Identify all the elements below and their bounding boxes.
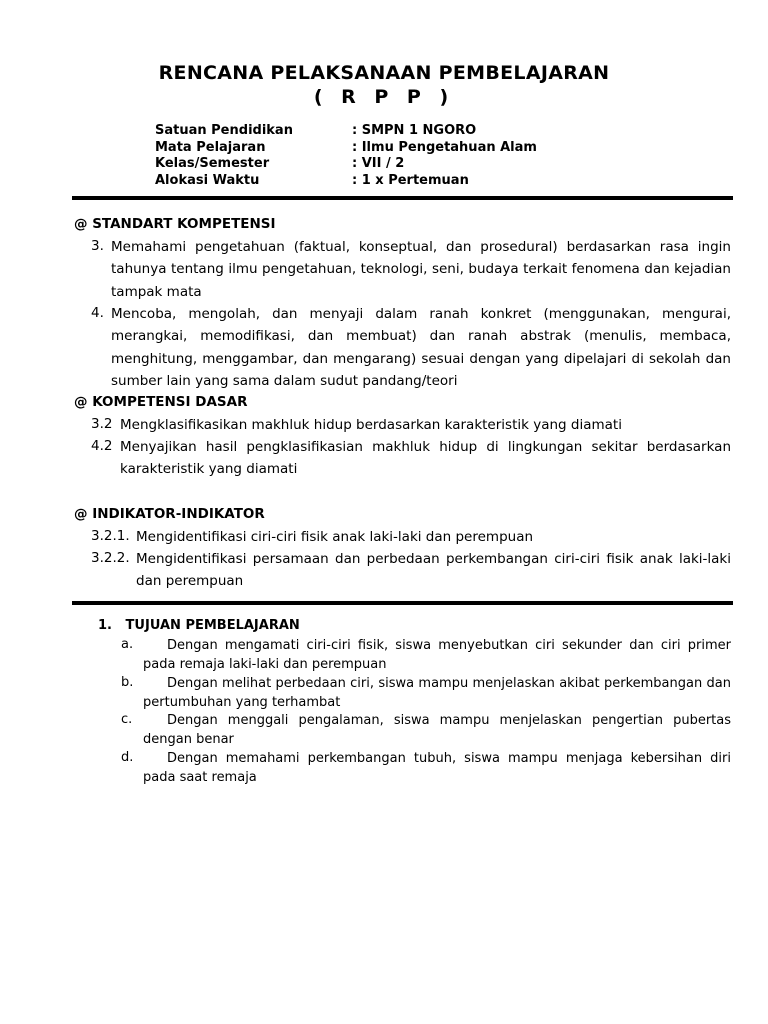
identity-row [155, 173, 537, 190]
kompetensi-dasar-item: Menyajikan hasil pengklasifikasian makhluk hidup di lingkungan sekitar berdasarkan karakteristik yang diamati [120, 439, 731, 478]
identity-label: Satuan Pendidikan [155, 123, 293, 138]
tujuan-item: Dengan memahami perkembangan tubuh, siswa mampu menjaga kebersihan diri pada saat remaja [143, 751, 731, 785]
kompetensi-dasar-item: Mengklasifikasikan makhluk hidup berdasarkan karakteristik yang diamati [120, 417, 622, 433]
document-subtitle: ( R P P ) [313, 86, 455, 108]
identity-label: Kelas/Semester [155, 156, 270, 171]
identity-label: Alokasi Waktu [155, 172, 260, 188]
identity-value: : Ilmu Pengetahuan Alam [352, 139, 537, 155]
tujuan-letter: a. [121, 637, 134, 652]
indikator-heading: @ INDIKATOR-INDIKATOR [74, 506, 265, 522]
item-number: 4. [91, 305, 104, 321]
identity-row [155, 156, 537, 173]
kompetensi-dasar-heading: @ KOMPETENSI DASAR [74, 394, 248, 410]
identity-table [155, 123, 537, 189]
section-divider [72, 601, 733, 605]
item-number: 3. [91, 238, 104, 254]
item-number: 3.2.1. [91, 528, 130, 544]
tujuan-item: Dengan mengamati ciri-ciri fisik, siswa menyebutkan ciri sekunder dan ciri primer pada remaja laki-laki dan perempuan [143, 638, 731, 672]
tujuan-letter: d. [121, 750, 134, 765]
standart-kompetensi-heading: @ STANDART KOMPETENSI [74, 216, 276, 232]
kompetensi-item: Mencoba, mengolah, dan menyaji dalam ranah konkret (menggunakan, mengurai, merangkai, memodifikasi, dan membuat) dan ranah abstrak (menulis, membaca, menghitung, menggambar, dan mengarang) sesuai dengan yang dipelajari di sekolah dan sumber lain yang sama dalam sudut pandang/teori [111, 306, 731, 389]
tujuan-letter: b. [121, 675, 134, 690]
document-title: RENCANA PELAKSANAAN PEMBELAJARAN [158, 62, 610, 84]
item-number: 4.2 [91, 438, 113, 454]
identity-label: Mata Pelajaran [155, 139, 266, 155]
identity-value: : 1 x Pertemuan [352, 172, 469, 188]
section-divider [72, 196, 733, 200]
identity-row [155, 140, 537, 157]
item-number: 3.2.2. [91, 550, 130, 566]
identity-value: : SMPN 1 NGORO [352, 123, 477, 138]
tujuan-item: Dengan melihat perbedaan ciri, siswa mampu menjelaskan akibat perkembangan dan pertumbuhan yang terhambat [143, 676, 731, 710]
indikator-item: Mengidentifikasi ciri-ciri fisik anak laki-laki dan perempuan [136, 529, 534, 545]
identity-value: : VII / 2 [352, 156, 405, 171]
identity-row [155, 123, 537, 140]
tujuan-item: Dengan menggali pengalaman, siswa mampu menjelaskan pengertian pubertas dengan benar [143, 713, 731, 747]
tujuan-letter: c. [121, 712, 133, 727]
tujuan-heading: 1. TUJUAN PEMBELAJARAN [98, 618, 300, 633]
kompetensi-item: Memahami pengetahuan (faktual, konseptual, dan prosedural) berdasarkan rasa ingin tahunya tentang ilmu pengetahuan, teknologi, seni, budaya terkait fenomena dan kejadian tampak mata [111, 239, 731, 300]
item-number: 3.2 [91, 416, 113, 432]
indikator-item: Mengidentifikasi persamaan dan perbedaan perkembangan ciri-ciri fisik anak laki-laki dan perempuan [136, 551, 731, 590]
